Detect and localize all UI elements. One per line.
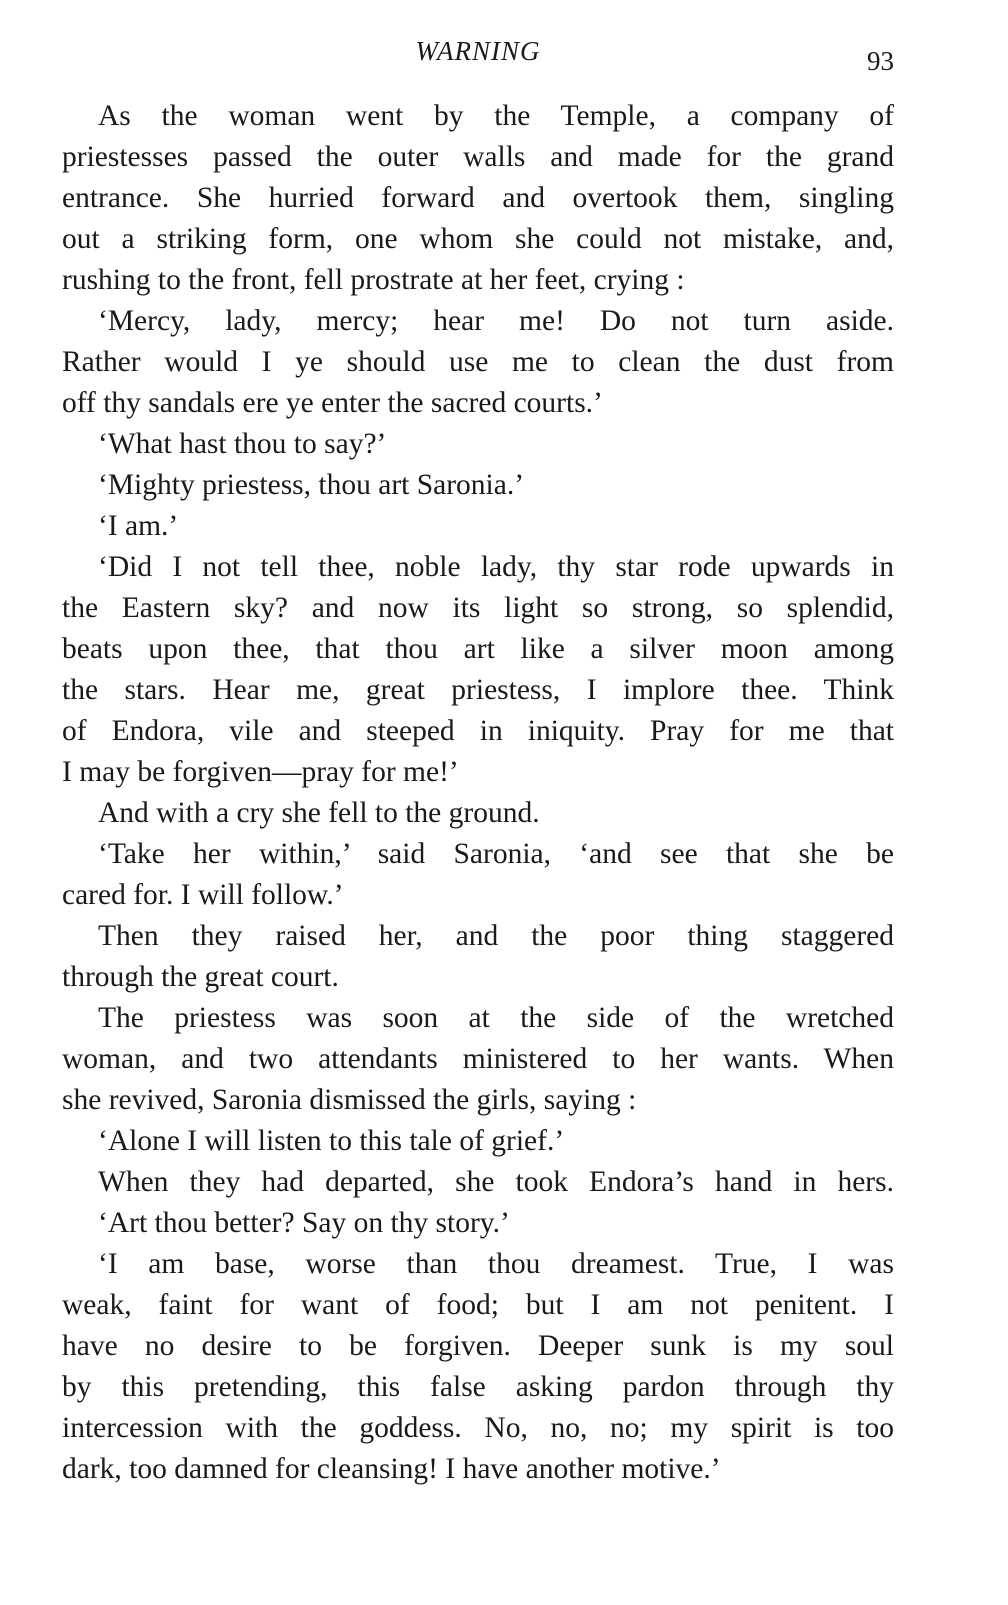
text-line: entrance. She hurried forward and overtook them, singling: [62, 182, 894, 214]
text-line: As the woman went by the Temple, a company of: [98, 100, 894, 132]
text-line: I may be forgiven—pray for me!’: [62, 756, 459, 788]
text-line: of Endora, vile and steeped in iniquity. Pray for me that: [62, 715, 894, 747]
text-line: ‘What hast thou to say?’: [98, 428, 387, 460]
text-line: ‘Take her within,’ said Saronia, ‘and see that she be: [98, 838, 894, 870]
text-line: ‘Did I not tell thee, noble lady, thy star rode upwards in: [98, 551, 894, 583]
text-line: beats upon thee, that thou art like a silver moon among: [62, 633, 894, 665]
text-line: ‘Alone I will listen to this tale of grief.’: [98, 1125, 565, 1157]
text-line: priestesses passed the outer walls and made for the grand: [62, 141, 894, 173]
running-head: [62, 34, 894, 78]
page-number: 93: [867, 46, 894, 76]
text-line: have no desire to be forgiven. Deeper sunk is my soul: [62, 1330, 894, 1362]
text-line: by this pretending, this false asking pardon through thy: [62, 1371, 894, 1403]
text-line: The priestess was soon at the side of the wretched: [98, 1002, 894, 1034]
text-line: And with a cry she fell to the ground.: [98, 797, 540, 829]
text-line: cared for. I will follow.’: [62, 879, 344, 911]
text-line: the Eastern sky? and now its light so strong, so splendid,: [62, 592, 894, 624]
text-line: ‘I am.’: [98, 510, 179, 542]
text-line: When they had departed, she took Endora’s hand in hers.: [98, 1166, 894, 1198]
text-line: ‘Art thou better? Say on thy story.’: [98, 1207, 510, 1239]
text-line: woman, and two attendants ministered to her wants. When: [62, 1043, 894, 1075]
text-line: ‘Mercy, lady, mercy; hear me! Do not turn aside.: [98, 305, 894, 337]
text-line: Then they raised her, and the poor thing staggered: [98, 920, 894, 952]
text-line: dark, too damned for cleansing! I have another motive.’: [62, 1453, 721, 1485]
text-line: through the great court.: [62, 961, 339, 993]
text-line: rushing to the front, fell prostrate at her feet, crying :: [62, 264, 685, 296]
text-line: intercession with the goddess. No, no, no; my spirit is too: [62, 1412, 894, 1444]
text-line: weak, faint for want of food; but I am not penitent. I: [62, 1289, 894, 1321]
body-text: [62, 96, 894, 1490]
text-line: Rather would I ye should use me to clean the dust from: [62, 346, 894, 378]
text-line: ‘Mighty priestess, thou art Saronia.’: [98, 469, 525, 501]
text-line: ‘I am base, worse than thou dreamest. True, I was: [98, 1248, 894, 1280]
text-line: out a striking form, one whom she could not mistake, and,: [62, 223, 894, 255]
text-line: off thy sandals ere ye enter the sacred courts.’: [62, 387, 603, 419]
running-title: WARNING: [415, 36, 541, 66]
text-line: she revived, Saronia dismissed the girls, saying :: [62, 1084, 637, 1116]
text-line: the stars. Hear me, great priestess, I implore thee. Think: [62, 674, 894, 706]
